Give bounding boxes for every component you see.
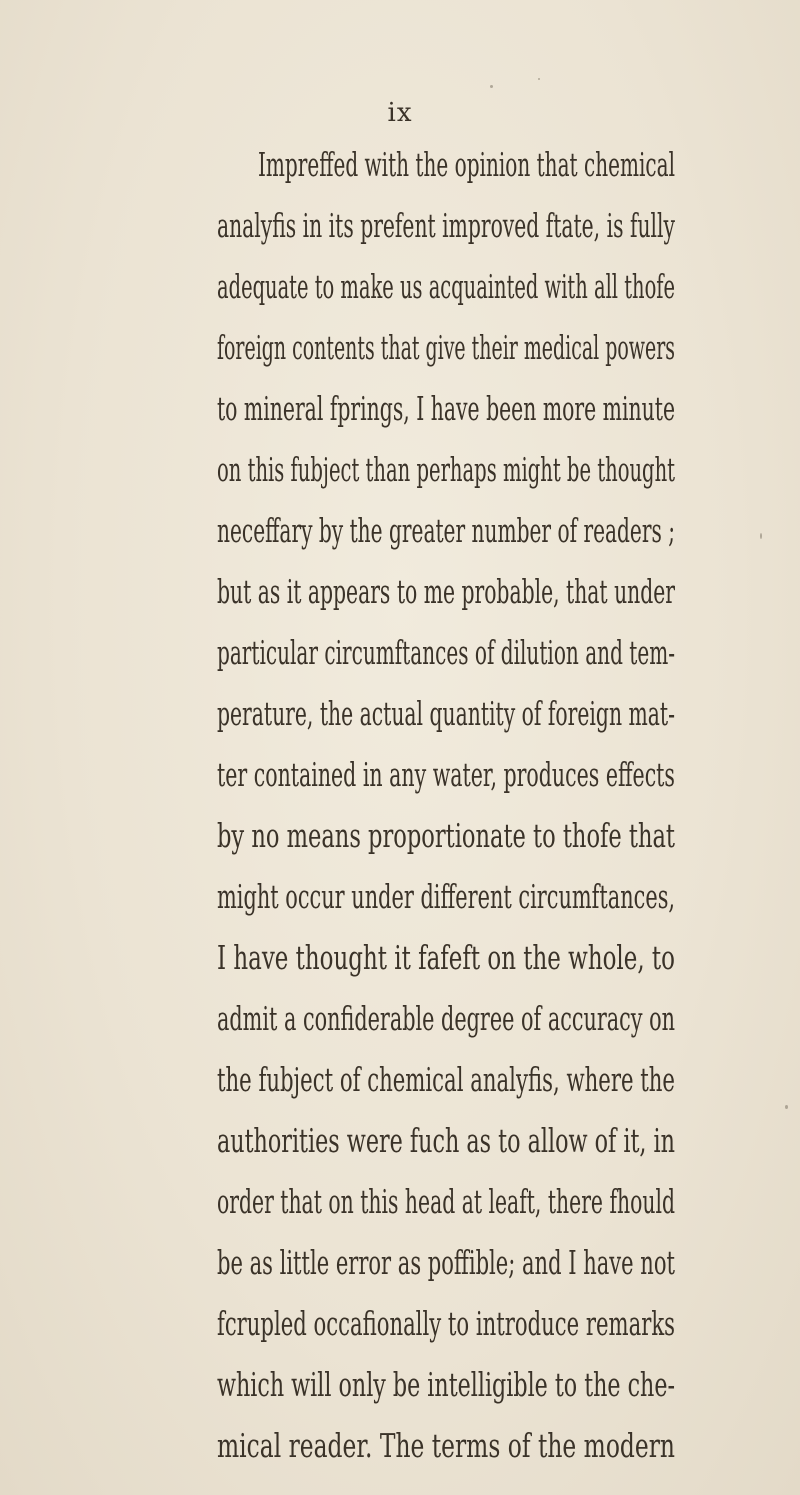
line-text: to mineral fprings, I have been more minute xyxy=(217,389,676,428)
line-text: by no means proportionate to thofe that xyxy=(217,816,675,855)
line-text: ter contained in any water, produces effects xyxy=(217,755,675,794)
line-text: perature, the actual quantity of foreign mat- xyxy=(217,694,675,733)
line-text: the fubject of chemical analyfis, where the xyxy=(217,1060,675,1099)
line-text: admit a confiderable degree of accuracy on xyxy=(217,999,676,1038)
text-line xyxy=(0,623,800,683)
text-line xyxy=(0,1233,800,1293)
text-line xyxy=(0,1355,800,1415)
text-line xyxy=(0,745,800,805)
line-text: analyfis in its prefent improved ftate, is fully xyxy=(217,206,675,245)
text-line xyxy=(0,989,800,1049)
line-text: neceffary by the greater number of readers ; xyxy=(217,511,676,550)
line-text: adequate to make us acquainted with all thofe xyxy=(217,267,676,306)
line-text: particular circumftances of dilution and tem- xyxy=(217,633,676,672)
text-line xyxy=(0,1294,800,1354)
text-line xyxy=(0,440,800,500)
line-text: on this fubject than perhaps might be thought xyxy=(217,450,676,489)
text-line xyxy=(0,135,800,195)
line-text: authorities were fuch as to allow of it, in xyxy=(217,1121,676,1160)
text-line xyxy=(0,684,800,744)
paper-speck xyxy=(785,1105,788,1109)
text-line xyxy=(0,257,800,317)
text-line xyxy=(0,1172,800,1232)
line-text: order that on this head at leaft, there fhould xyxy=(217,1182,676,1221)
page-number: ix xyxy=(387,98,413,128)
line-text: mical reader. The terms of the modern xyxy=(217,1426,675,1465)
line-text: but as it appears to me probable, that under xyxy=(217,572,676,611)
text-line xyxy=(0,928,800,988)
line-text: might occur under different circumftances, xyxy=(217,877,676,916)
paper-speck xyxy=(760,533,762,539)
line-text: I have thought it fafeft on the whole, to xyxy=(217,938,675,977)
text-line xyxy=(0,562,800,622)
text-line xyxy=(0,867,800,927)
text-line xyxy=(0,318,800,378)
line-text: foreign contents that give their medical powers xyxy=(217,328,675,367)
line-text: Impreffed with the opinion that chemical xyxy=(258,145,676,184)
body-text xyxy=(0,135,800,1475)
text-line xyxy=(0,196,800,256)
line-text: fcrupled occafionally to introduce remarks xyxy=(217,1304,676,1343)
line-text: which will only be intelligible to the che- xyxy=(217,1365,676,1404)
text-line xyxy=(0,1050,800,1110)
text-line xyxy=(0,1111,800,1171)
text-line xyxy=(0,501,800,561)
line-text: be as little error as poffible; and I have not xyxy=(217,1243,675,1282)
text-line xyxy=(0,806,800,866)
paper-speck xyxy=(538,78,540,80)
text-line xyxy=(0,379,800,439)
paper-speck xyxy=(490,85,493,88)
text-line xyxy=(0,1416,800,1476)
